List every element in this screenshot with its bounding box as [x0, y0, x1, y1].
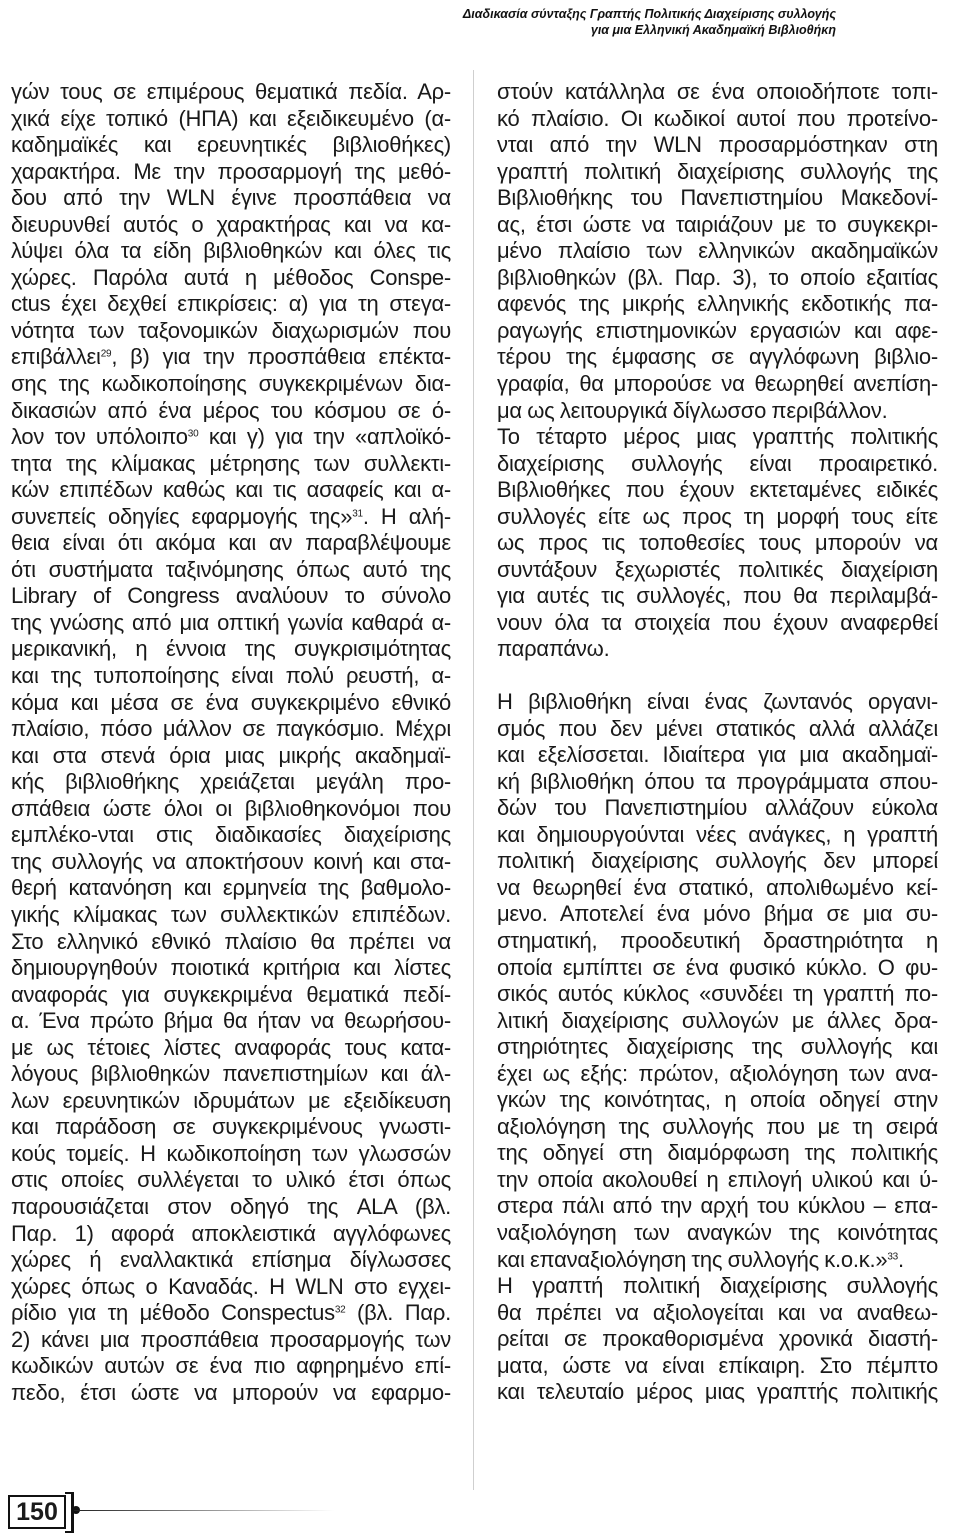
text-line: σης της κωδικοποίησης συγκεκριμένων δια-	[11, 371, 451, 397]
text-line: και εξελίσσεται. Ιδιαίτερα για μια ακαδημαϊ-	[497, 742, 938, 768]
text-line: και παράδοση σε συγκεκριμένους γνωστι-	[11, 1114, 451, 1140]
text-line: κούς τομείς. Η κωδικοποίηση των γλωσσών	[11, 1140, 451, 1166]
left-paragraph	[11, 79, 451, 1406]
text-fragment: . Η αλή-	[362, 503, 451, 529]
text-line: λύψει όλα τα είδη βιβλιοθηκών και όλες τις	[11, 238, 451, 264]
footnote-ref-30: 30	[187, 428, 199, 440]
text-line	[11, 424, 451, 451]
text-line: κή βιβλιοθήκη όπου τα προγράμματα σπου-	[497, 768, 938, 794]
text-line: και της τυποποίησης είναι πολύ ρευστή, α-	[11, 663, 451, 689]
text-line: νότητα των ταξονομικών διαχωρισμών που	[11, 317, 451, 343]
text-line: αναφοράς για συγκεκριμένα θεματικά πεδί-	[11, 981, 451, 1007]
text-line: κής βιβλιοθήκης χρειάζεται μεγάλη προ-	[11, 769, 451, 795]
running-header-line-1: Διαδικασία σύνταξης Γραπτής Πολιτικής Διαχείρισης συλλογής	[462, 7, 836, 21]
footnote-ref-31: 31	[352, 508, 363, 520]
running-header-line-2: για μια Ελληνική Ακαδημαϊκή Βιβλιοθήκη	[590, 23, 836, 37]
text-fragment: επιβάλλει	[11, 344, 101, 370]
text-line: δημιουργηθούν ποιοτικά κριτήρια και λίστες	[11, 955, 451, 981]
text-line: και επαναξιολόγηση της συλλογής κ.ο.κ.»$^{33}$.	[497, 1246, 904, 1272]
text-line: χώρες. Παρόλα αυτά η μέθοδος Conspe-	[11, 264, 451, 290]
text-line: λων ερευνητικών ιδρυμάτων με εξειδίκευση	[11, 1087, 451, 1113]
text-line: οποία εμπίπτει σε ένα φυσικό κύκλο. Ο φυ-	[497, 954, 938, 980]
text-line: αξιολόγηση της συλλογής που με τη σειρά	[497, 1113, 938, 1139]
text-line: πεδο, έτσι ώστε να μπορούν να εφαρμο-	[11, 1379, 451, 1405]
text-line: χώρες όπως ο Καναδάς. Η WLN στο εγχει-	[11, 1273, 451, 1299]
text-line: μένο πλαίσιο των ελληνικών ακαδημαϊκών	[497, 238, 938, 264]
right-paragraph-1	[497, 79, 938, 663]
text-line: για αυτές τις συλλογές, που θα περιλαμβά-	[497, 583, 938, 609]
text-line: λιτική διαχείρισης συλλογών με άλλες δρα-	[497, 1007, 938, 1033]
text-line: στηματική, προοδευτική δραστηριότητα η	[497, 927, 938, 953]
text-line: και τελευταίο μέρος μιας γραπτής πολιτικής	[497, 1379, 938, 1405]
text-line: και στα στενά όρια μιας μικρής ακαδημαϊ-	[11, 742, 451, 768]
text-line: πολιτική διαχείρισης συλλογής δεν μπορεί	[497, 848, 938, 874]
text-line: γών τους σε επιμέρους θεματικά πεδία. Αρ-	[11, 79, 451, 104]
text-line	[11, 344, 451, 371]
text-line: Βιβλιοθήκης του Πανεπιστημίου Μακεδονί-	[497, 185, 938, 211]
text-line: παραπάνω.	[497, 636, 610, 662]
text-line: αφενός της μικρής ελληνικής εκδοτικής πα-	[497, 291, 938, 317]
text-line: να θεωρηθεί ένα στατικό, απολιθωμένο κεί-	[497, 874, 938, 900]
text-line: γικής κλίμακας των συλλεκτικών επιπέδων.	[11, 901, 451, 927]
footer-rule	[74, 1510, 334, 1511]
text-line: παρουσιάζεται στον οδηγό της ALA (βλ.	[11, 1193, 451, 1219]
right-column	[497, 79, 938, 1406]
text-line: εμπλέκο-νται στις διαδικασίες διαχείρισης	[11, 822, 451, 848]
footnote-ref-33: 33	[887, 1251, 898, 1263]
text-line: δου από την WLN έγινε προσπάθεια να	[11, 185, 451, 211]
text-line: βιβλιοθηκών (βλ. Παρ. 3), το οποίο εξαιτίας	[497, 264, 938, 290]
text-line: Library of Congress αναλύουν το σύνολο	[11, 583, 451, 609]
text-line: την οποία ακολουθεί η επιλογή υλικού και ύ-	[497, 1166, 938, 1192]
text-line: κό πλαίσιο. Οι κωδικοί αυτοί που προτείνο-	[497, 105, 938, 131]
text-line: μενο. Αποτελεί ένα μόνο βήμα σε μια συ-	[497, 901, 938, 927]
text-line: στερα πάλι από την αρχή του κύκλου – επα-	[497, 1193, 938, 1219]
text-line: δικασιών από ένα μέρος του κόσμου σε ό-	[11, 397, 451, 423]
right-paragraph-2	[497, 689, 938, 1406]
text-fragment: (βλ. Παρ.	[345, 1300, 451, 1326]
text-line: Βιβλιοθήκες που έχουν εκτεταμένες ειδικές	[497, 477, 938, 503]
text-line: και δημιουργούνται νέες ανάγκες, η γραπτή	[497, 821, 938, 847]
text-line: α. Ένα πρώτο βήμα θα ήταν να θεωρήσου-	[11, 1008, 451, 1034]
text-line: θεια είναι ότι ακόμα και αν παραβλέψουμε	[11, 530, 451, 556]
text-line: στις οποίες συλλέγεται το υλικό έτσι όπως	[11, 1167, 451, 1193]
text-line: της οδηγεί στη διαμόρφωση της πολιτικής	[497, 1140, 938, 1166]
text-line: ναξιολόγηση των αναγκών της κοινότητας	[497, 1219, 938, 1245]
text-line: θα πρέπει να αξιολογείται και να αναθεω-	[497, 1299, 938, 1325]
text-line: Η γραπτή πολιτική διαχείρισης συλλογής	[497, 1273, 938, 1299]
text-line: μα ως λειτουργικά δίγλωσσο περιβάλλον.	[497, 397, 888, 423]
text-line: κωδικών αυτών σε ένα πιο αφηρημένο επί-	[11, 1353, 451, 1379]
text-line: στηριότητες διαχείρισης της συλλογής και	[497, 1034, 938, 1060]
text-line: ραγωγής επιστημονικών εργασιών και αφε-	[497, 317, 938, 343]
text-line: της συλλογής να αποκτήσουν κοινή και στα-	[11, 848, 451, 874]
footnote-ref-29: 29	[100, 348, 112, 360]
text-line: γκών της κοινότητας, η οποία οδηγεί στην	[497, 1087, 938, 1113]
text-line: κόμα και μέσα σε ένα συγκεκριμένο εθνικό	[11, 689, 451, 715]
text-fragment: , β) για την προσπάθεια επέκτα-	[111, 344, 451, 370]
text-line	[11, 1300, 451, 1327]
text-line: Η βιβλιοθήκη είναι ένας ζωντανός οργανι-	[497, 689, 938, 715]
text-line: λόγους βιβλιοθηκών πανεπιστημίων και άλ-	[11, 1061, 451, 1087]
text-line: διευρυνθεί αυτός ο χαρακτήρας και να κα-	[11, 211, 451, 237]
footnote-ref-32: 32	[334, 1304, 346, 1316]
text-line: χώρες ή εναλλακτικά επίσημα δίγλωσσες	[11, 1247, 451, 1273]
text-line: ότι συστήματα ταξινόμησης όπως αυτό της	[11, 556, 451, 582]
text-line: ως προς τις τοποθεσίες τους μπορούν να	[497, 530, 938, 556]
text-line: ας, έτσι ώστε να ταιριάζουν με το συγκεκρι-	[497, 211, 938, 237]
text-line: νουν όλα τα στοιχεία που έχουν αναφερθεί	[497, 609, 938, 635]
text-line: γραφία, θα μπορούσε να θεωρηθεί ανεπίση-	[497, 371, 938, 397]
text-line: Στο ελληνικό εθνικό πλαίσιο θα πρέπει να	[11, 928, 451, 954]
text-line: μερικανική, η έννοια της συγκρισιμότητας	[11, 636, 451, 662]
text-line: σπάθεια ώστε όλοι οι βιβλιοθηκονόμοι που	[11, 795, 451, 821]
page-number: 150	[8, 1495, 66, 1529]
text-fragment: λον τον υπόλοιπο	[11, 424, 188, 450]
text-line: 2) κάνει μια προσπάθεια προσαρμογής των	[11, 1326, 451, 1352]
text-line: ρείται σε προκαθορισμένα χρονικά διαστή-	[497, 1326, 938, 1352]
text-line: σμός που δεν μένει στατικός αλλά αλλάζει	[497, 715, 938, 741]
text-line: καδημαϊκές και ερευνητικές βιβλιοθήκες)	[11, 132, 451, 158]
text-line: δών του Πανεπιστημίου αλλάζουν εύκολα	[497, 795, 938, 821]
text-line: σικός αυτός κύκλος «συνδέει τη γραπτή πο-	[497, 981, 938, 1007]
text-line: Το τέταρτο μέρος μιας γραπτής πολιτικής	[497, 424, 938, 450]
text-line: τητα της κλίμακας μέτρησης των συλλεκτι-	[11, 450, 451, 476]
text-line: θερή κατανόηση και ερμηνεία της βαθμολο-	[11, 875, 451, 901]
column-divider	[473, 70, 474, 1490]
text-fragment: και επαναξιολόγηση της συλλογής κ.ο.κ.»	[497, 1246, 888, 1272]
text-line: συλλογές είτε ως προς τη μορφή τους είτε	[497, 503, 938, 529]
text-line: συντάξουν ξεχωριστές πολιτικές διαχείριση	[497, 556, 938, 582]
text-line: χαρακτήρα. Με την προσαρμογή της μεθό-	[11, 158, 451, 184]
text-line: στούν κατάλληλα σε ένα οποιοδήποτε τοπι-	[497, 79, 938, 104]
page-footer	[8, 1490, 928, 1530]
text-line	[11, 504, 451, 531]
text-line: χικά είχε τοπικό (ΗΠΑ) και εξειδικευμένο (α-	[11, 105, 451, 131]
text-line: γραπτή πολιτική διαχείρισης συλλογής της	[497, 158, 938, 184]
running-header	[463, 6, 836, 38]
text-fragment: συνεπείς οδηγίες εφαρμογής της»	[11, 503, 353, 529]
text-line: τέρου της έμφασης σε αγγλόφωνη βιβλιο-	[497, 344, 938, 370]
text-line: Παρ. 1) αφορά αποκλειστικά αγγλόφωνες	[11, 1220, 451, 1246]
text-line: κών επιπέδων καθώς και τις ασαφείς και α-	[11, 477, 451, 503]
text-line: με ως τέτοιες λίστες αναφοράς τους κατα-	[11, 1034, 451, 1060]
text-line: της γνώσης από μια οπτική γωνία καθαρά α-	[11, 609, 451, 635]
left-column	[11, 79, 451, 1406]
text-fragment: ρίδιο για τη μέθοδο Conspectus	[11, 1300, 335, 1326]
text-line: ctus έχει δεχθεί επικρίσεις: α) για τη στεγα-	[11, 291, 451, 317]
text-fragment: και γ) για την «απλοϊκό-	[198, 424, 451, 450]
text-line: ματα, ώστε να είναι επίκαιρη. Στο πέμπτο	[497, 1352, 938, 1378]
text-line: νται από την WLN προσαρμόστηκαν στη	[497, 132, 938, 158]
text-line: πλαίσιο, πόσο μάλλον σε παγκόσμιο. Μέχρι	[11, 716, 451, 742]
text-line: διαχείρισης συλλογής είναι προαιρετικό.	[497, 450, 938, 476]
text-line: έχει ως εξής: πρώτον, αξιολόγηση των ανα-	[497, 1060, 938, 1086]
